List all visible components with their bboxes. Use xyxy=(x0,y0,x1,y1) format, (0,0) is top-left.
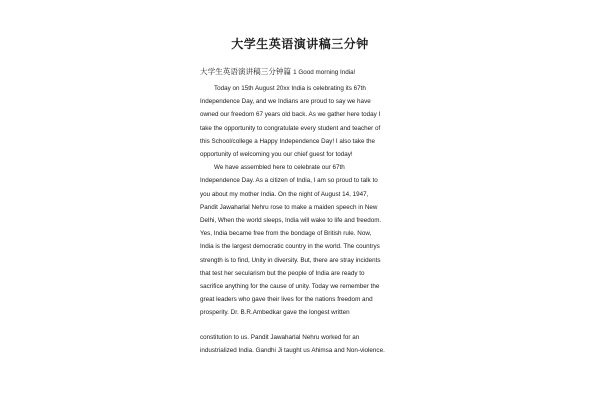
paragraph-line: sacrifice anything for the cause of unity. Today we remember the xyxy=(200,283,380,291)
paragraph-line: opportunity of welcoming you our chief guest for today! xyxy=(200,151,353,159)
paragraph-line: industrialized India. Gandhi Ji taught us Ahimsa and Non-violence. xyxy=(200,346,385,354)
paragraph-continuation xyxy=(200,331,405,357)
paragraph-line: take the opportunity to congratulate every student and teacher of xyxy=(200,124,381,132)
paragraph-line: constitution to us. Pandit Jawaharlal Nehru worked for an xyxy=(200,333,360,341)
paragraph-line: owned our freedom 67 years old back. As we gather here today I xyxy=(200,111,381,119)
paragraph-line: Pandit Jawaharlal Nehru rose to make a maiden speech in New xyxy=(200,203,378,211)
paragraph-line: We have assembled here to celebrate our 67th xyxy=(214,164,345,172)
paragraph-line: Independence Day, and we Indians are proud to say we have xyxy=(200,98,371,106)
section-heading-line xyxy=(200,65,405,80)
paragraph-line: Yes, India became free from the bondage of British rule. Now, xyxy=(200,230,372,238)
paragraph-line: this School/college a Happy Independence Day! I also take the xyxy=(200,137,376,145)
paragraph-line: Delhi, When the world sleeps, India will wake to life and freedom. xyxy=(200,217,382,225)
paragraph-2 xyxy=(200,161,405,319)
paragraph-line: Independence Day. As a citizen of India, I am so proud to talk to xyxy=(200,177,378,185)
paragraph-line: prosperity. Dr. B.R.Ambedkar gave the longest written xyxy=(200,309,350,317)
paragraph-line: you about my mother India. On the night of August 14, 1947, xyxy=(200,190,369,198)
paragraph-line: great leaders who gave their lives for the nations freedom and xyxy=(200,296,373,304)
paragraph-line: India is the largest democratic country in the world. The countrys xyxy=(200,243,380,251)
paragraph-1 xyxy=(200,82,405,161)
document-title: 大学生英语演讲稿三分钟 xyxy=(231,37,369,51)
section-heading: 大学生英语演讲稿三分钟篇 xyxy=(200,67,292,76)
paragraph-line: Today on 15th August 20xx India is celebrating its 67th xyxy=(214,85,366,92)
paragraph-line: that test her secularism but the people of India are ready to xyxy=(200,269,365,277)
greeting-text: 1 Good morning India! xyxy=(293,69,356,76)
document-body xyxy=(200,65,405,357)
paragraph-line: strength is to find, Unity in diversity. But, there are stray incidents xyxy=(200,256,381,264)
